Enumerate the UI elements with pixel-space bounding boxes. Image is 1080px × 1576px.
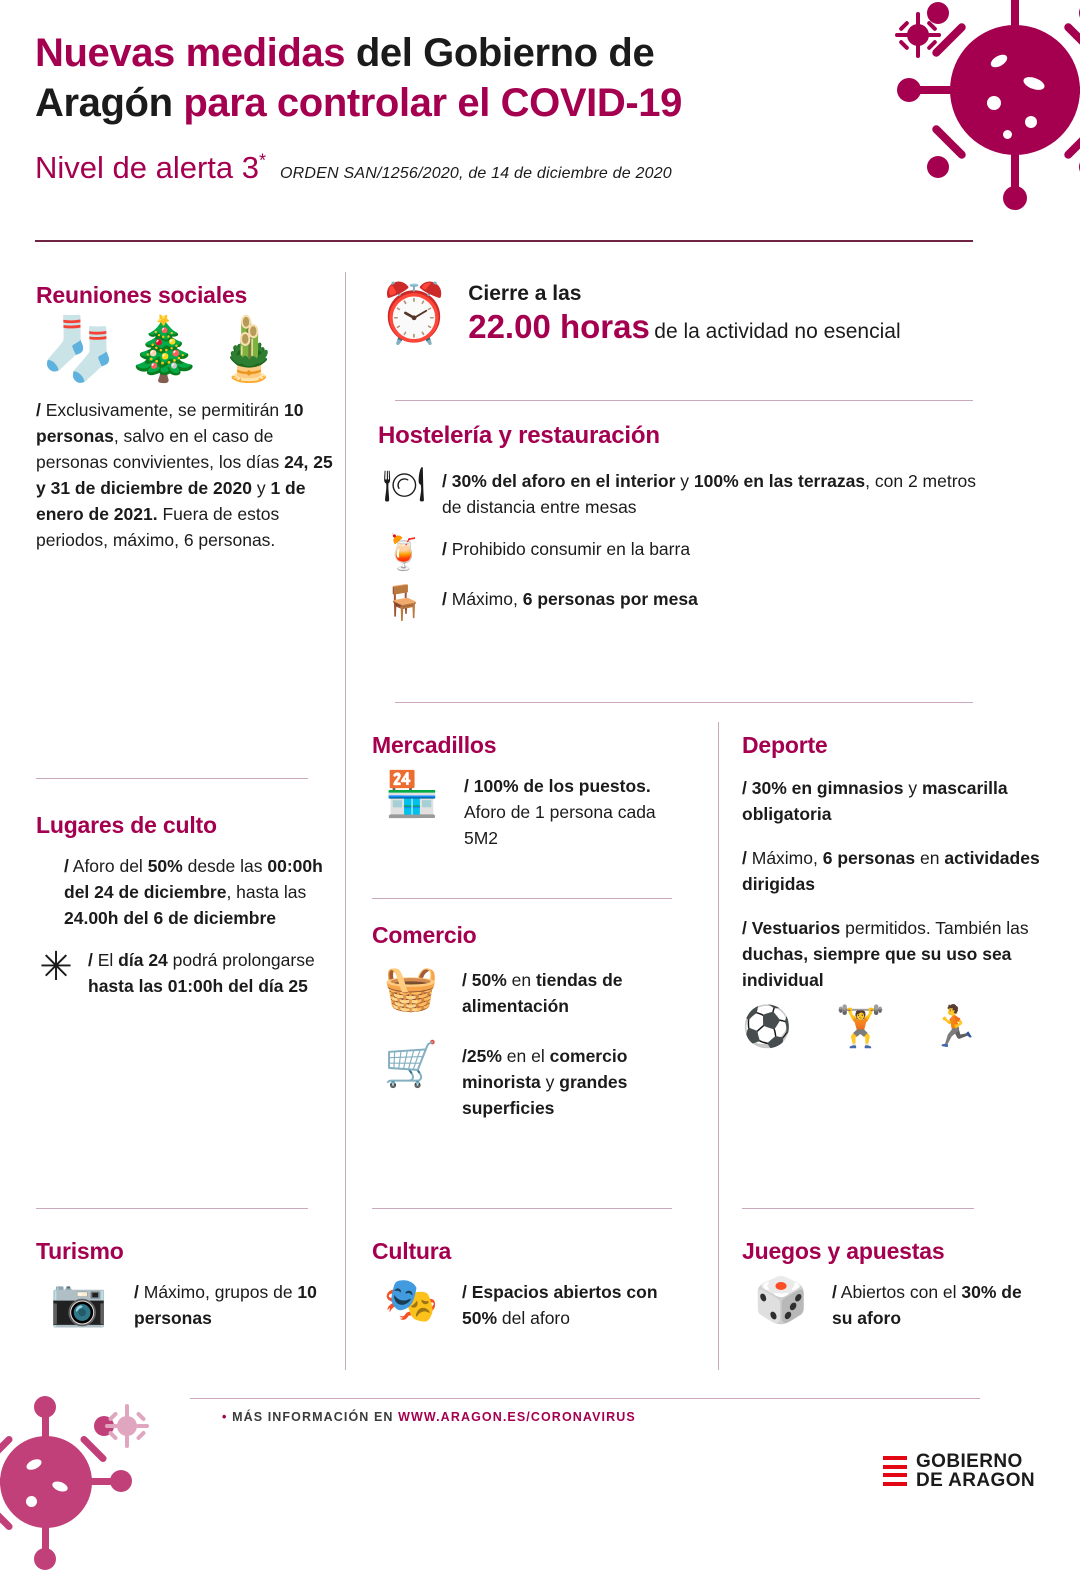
order-reference: ORDEN SAN/1256/2020, de 14 de diciembre de 2020 — [280, 165, 672, 182]
cultura-text: / Espacios abiertos con 50% del aforo — [462, 1282, 658, 1328]
footer-url-link[interactable]: WWW.ARAGON.ES/CORONAVIRUS — [398, 1410, 636, 1424]
mercadillos-text: / 100% de los puestos. Aforo de 1 persona cada 5M2 — [464, 776, 656, 848]
juegos-text: / Abiertos con el 30% de su aforo — [832, 1282, 1022, 1328]
footer-label: MÁS INFORMACIÓN EN — [232, 1410, 399, 1424]
food-service-tray-icon: 🍽 — [382, 466, 426, 504]
alert-level — [35, 150, 266, 186]
cocktail-glass-icon: 🍹 — [382, 534, 426, 572]
header-divider — [35, 240, 973, 242]
closing-time-banner — [378, 282, 978, 346]
christmas-tree-icon: 🎄 — [125, 315, 203, 384]
hosteleria-item-1-text: / 30% del aforo en el interior y 100% en las terrazas, con 2 metros de distancia entre mesas — [442, 471, 977, 517]
section-comercio — [372, 922, 692, 1137]
christmas-stocking-icon: 🧦 — [40, 315, 118, 384]
section-deporte — [742, 732, 1042, 1047]
deporte-item-1: / 30% en gimnasios y mascarilla obligatoria — [742, 778, 1008, 824]
section-title-hosteleria: Hostelería y restauración — [378, 422, 660, 449]
section-cultura — [372, 1238, 692, 1347]
government-logo-text — [916, 1452, 1035, 1490]
turismo-text: / Máximo, grupos de 10 personas — [134, 1282, 317, 1328]
logo-line-2: DE ARAGON — [915, 1470, 1035, 1491]
section-hosteleria — [378, 422, 978, 636]
alert-level-text: Nivel de alerta 3 — [35, 150, 260, 185]
theatre-masks-icon: 🎭 — [383, 1276, 439, 1325]
title-part-4: para controlar el COVID-19 — [183, 81, 682, 125]
alert-level-asterisk: * — [259, 150, 267, 171]
running-person-icon: 🏃 — [929, 1005, 980, 1049]
section-juegos-apuestas — [742, 1238, 1042, 1347]
hosteleria-item-2-text: / Prohibido consumir en la barra — [442, 539, 691, 559]
alert-level-row — [35, 150, 885, 186]
footer-divider — [190, 1398, 980, 1399]
section-turismo — [36, 1238, 336, 1347]
hosteleria-item-1 — [378, 468, 978, 520]
section-title-reuniones: Reuniones sociales — [36, 282, 248, 308]
footer-info — [222, 1410, 636, 1424]
title-part-2: del Gobierno de — [345, 31, 655, 75]
comercio-item-1 — [372, 964, 692, 1019]
culto-item-2 — [36, 947, 341, 999]
deporte-item-2: / Máximo, 6 personas en actividades dirigidas — [742, 848, 1040, 894]
culto-item-2-text: / El día 24 podrá prolongarse hasta las 01:00h del día 25 — [88, 950, 315, 996]
culto-item-1 — [36, 853, 341, 931]
closing-line1: Cierre a las — [468, 282, 582, 305]
aragon-flag-icon — [883, 1456, 907, 1486]
cultura-item — [372, 1276, 692, 1331]
column-divider-left — [345, 272, 346, 1370]
divider-left-2 — [36, 1208, 308, 1209]
closing-rest: de la actividad no esencial — [654, 320, 901, 343]
soccer-ball-icon: ⚽ — [742, 1005, 792, 1049]
page-header — [35, 28, 885, 186]
divider-mid-4 — [372, 1208, 672, 1209]
culto-item-1-text: / Aforo del 50% desde las 00:00h del 24 de diciembre, hasta las 24.00h del 6 de diciembre — [64, 856, 323, 928]
alarm-clock-icon: ⏰ — [378, 281, 451, 346]
bar-stools-table-icon: 🪑 — [382, 584, 426, 622]
title-part-3: Aragón — [35, 81, 184, 125]
camera-icon: 📷 — [50, 1276, 108, 1328]
page-title — [35, 28, 885, 128]
column-divider-right — [718, 722, 719, 1370]
dice-icon: 🎲 — [753, 1276, 809, 1325]
christmas-bauble-icon: 🎍 — [210, 315, 288, 384]
juegos-item — [742, 1276, 1042, 1331]
footer-bullet: • — [222, 1410, 228, 1424]
section-reuniones-sociales — [36, 282, 336, 567]
section-title-cultura: Cultura — [372, 1238, 452, 1264]
section-mercadillos — [372, 732, 682, 867]
comercio-item-2-text: /25% en el comercio minorista y grandes superficies — [462, 1046, 628, 1118]
section-lugares-de-culto — [36, 812, 341, 1015]
divider-right-1 — [742, 1208, 974, 1209]
hosteleria-item-2 — [378, 536, 978, 570]
section-title-comercio: Comercio — [372, 922, 477, 948]
shopping-cart-icon: 🛒 — [383, 1040, 439, 1089]
shopping-basket-icon: 🧺 — [383, 964, 439, 1013]
divider-mid-1 — [395, 400, 973, 401]
comercio-item-1-text: / 50% en tiendas de alimentación — [462, 970, 623, 1016]
closing-hour: 22.00 horas — [468, 308, 650, 345]
section-title-culto: Lugares de culto — [36, 812, 217, 838]
virus-decoration-small-bottom — [105, 1404, 149, 1448]
turismo-item — [36, 1276, 336, 1331]
section-title-mercadillos: Mercadillos — [372, 732, 497, 758]
section-title-juegos: Juegos y apuestas — [742, 1238, 945, 1264]
hosteleria-item-3-text: / Máximo, 6 personas por mesa — [442, 589, 698, 609]
government-logo — [883, 1452, 1035, 1490]
divider-mid-2 — [395, 702, 973, 703]
title-part-1: Nuevas medidas — [35, 31, 346, 75]
sparkle-star-icon: ✳ — [39, 945, 73, 989]
reuniones-icons — [40, 315, 336, 384]
mercadillos-item — [372, 770, 682, 851]
reuniones-text: / Exclusivamente, se permitirán 10 personas, salvo en el caso de personas convivientes, los días 24, 25 y 31 de diciembre de 2020 y 1 de enero de 2021. Fuera de estos periodos, máximo, 6 personas. — [36, 400, 333, 550]
deporte-item-3: / Vestuarios permitidos. También las duchas, siempre que su uso sea individual — [742, 918, 1029, 990]
market-stall-icon: 🏪 — [384, 770, 440, 819]
hosteleria-item-3 — [378, 586, 978, 620]
comercio-item-2 — [372, 1040, 692, 1121]
deporte-icons — [742, 1007, 1042, 1047]
virus-decoration-small-top — [895, 12, 941, 58]
weightlifting-icon: 🏋 — [835, 1005, 886, 1049]
section-title-deporte: Deporte — [742, 732, 828, 758]
divider-left-1 — [36, 778, 308, 779]
logo-line-1: GOBIERNO — [915, 1451, 1023, 1472]
section-title-turismo: Turismo — [36, 1238, 124, 1264]
divider-mid-3 — [372, 898, 672, 899]
